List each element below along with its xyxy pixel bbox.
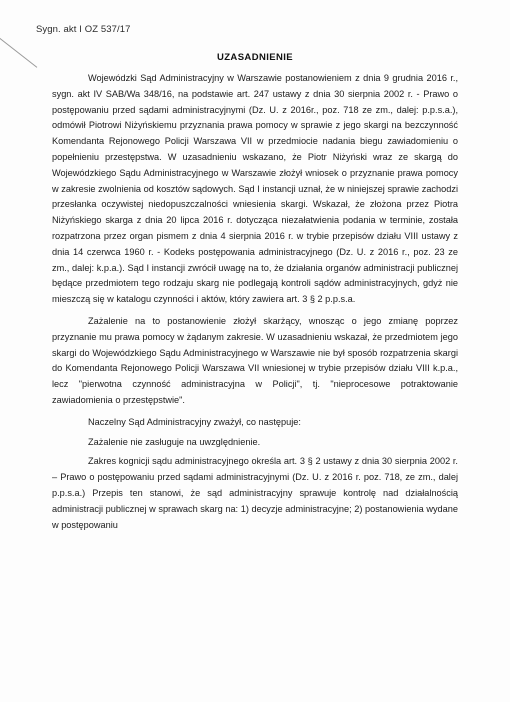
- paragraph-5: Zakres kognicji sądu administracyjnego określa art. 3 § 2 ustawy z dnia 30 sierpnia 2002 r. – Prawo o postępowaniu przed sądami administracyjnymi (Dz. U. z 2016 r. poz. 718, ze zm., dalej p.p.s.a.) Przepis ten stanowi, że sąd administracyjny sprawuje kontrolę nad działalnością administracji publicznej w sprawach skarg na: 1) decyzje administracyjne; 2) postanowienia wydane w postępowaniu: [52, 456, 458, 530]
- document-title: UZASADNIENIE: [216, 52, 294, 63]
- case-signature: Sygn. akt I OZ 537/17: [36, 24, 131, 35]
- paragraph-4: Zażalenie nie zasługuje na uwzględnienie.: [88, 436, 261, 447]
- paragraph-2: Zażalenie na to postanowienie złożył skarżący, wnosząc o jego zmianę poprzez przyznanie mu prawa pomocy w żądanym zakresie. W uzasadnieniu wskazał, że przedmiotem jego skargi do Wojewódzkiego Sądu Administracyjnego w Warszawie nie był sposób rozpatrzenia skargi do Komendanta Rejonowego Policji Warszawa VII wniesionej w trybie przepisów działu VIII k.p.a., lecz "pierwotna czynność administracyjna w Policji", tj. "nieprocesowe potraktowanie zawiadomienia o przestępstwie".: [52, 315, 458, 405]
- paragraph-3: Naczelny Sąd Administracyjny zważył, co następuje:: [88, 416, 301, 427]
- paragraph-1: Wojewódzki Sąd Administracyjny w Warszawie postanowieniem z dnia 9 grudnia 2016 r., sygn. akt IV SAB/Wa 348/16, na podstawie art. 247 ustawy z dnia 30 sierpnia 2002 r. - Prawo o postępowaniu przed sądami administracyjnymi (Dz. U. z 2016r., poz. 718 ze zm., dalej: p.p.s.a.), odmówił Piotrowi Niżyńskiemu przyznania prawa pomocy w sprawie z jego skargi na bezczynność Komendanta Rejonowego Policji Warszawa VII w przedmiocie nadania biegu zawiadomieniu o popełnieniu przestępstwa. W uzasadnieniu wskazano, że Piotr Niżyński wraz ze skargą do Wojewódzkiego Sądu Administracyjnego w Warszawie złożył wniosek o przyznanie prawa pomocy w zakresie zwolnienia od kosztów sądowych. Sąd I instancji uznał, że w niniejszej sprawie zachodzi przesłanka oczywistej niedopuszczalności wniesienia skargi. Wskazał, że złożona przez Piotra Niżyńskiego skarga z dnia 20 lipca 2016 r. dotycząca niezałatwienia podania w terminie, została rozpatrzona przez organ pismem z dnia 4 sierpnia 2016 r. w trybie przepisów działu VIII ustawy z dnia 14 czerwca 1960 r. - Kodeks postępowania administracyjnego (Dz. U. z 2016 r., poz. 23 ze zm., dalej: k.p.a.). Sąd I instancji zwrócił uwagę na to, że działania organów administracji publicznej będące przedmiotem tego rodzaju skarg nie podlegają kontroli sądów administracyjnych, gdyż nie mieszczą się w katalogu czynności i aktów, który zawiera art. 3 § 2 p.p.s.a.: [52, 73, 458, 305]
- document-body: [52, 71, 458, 533]
